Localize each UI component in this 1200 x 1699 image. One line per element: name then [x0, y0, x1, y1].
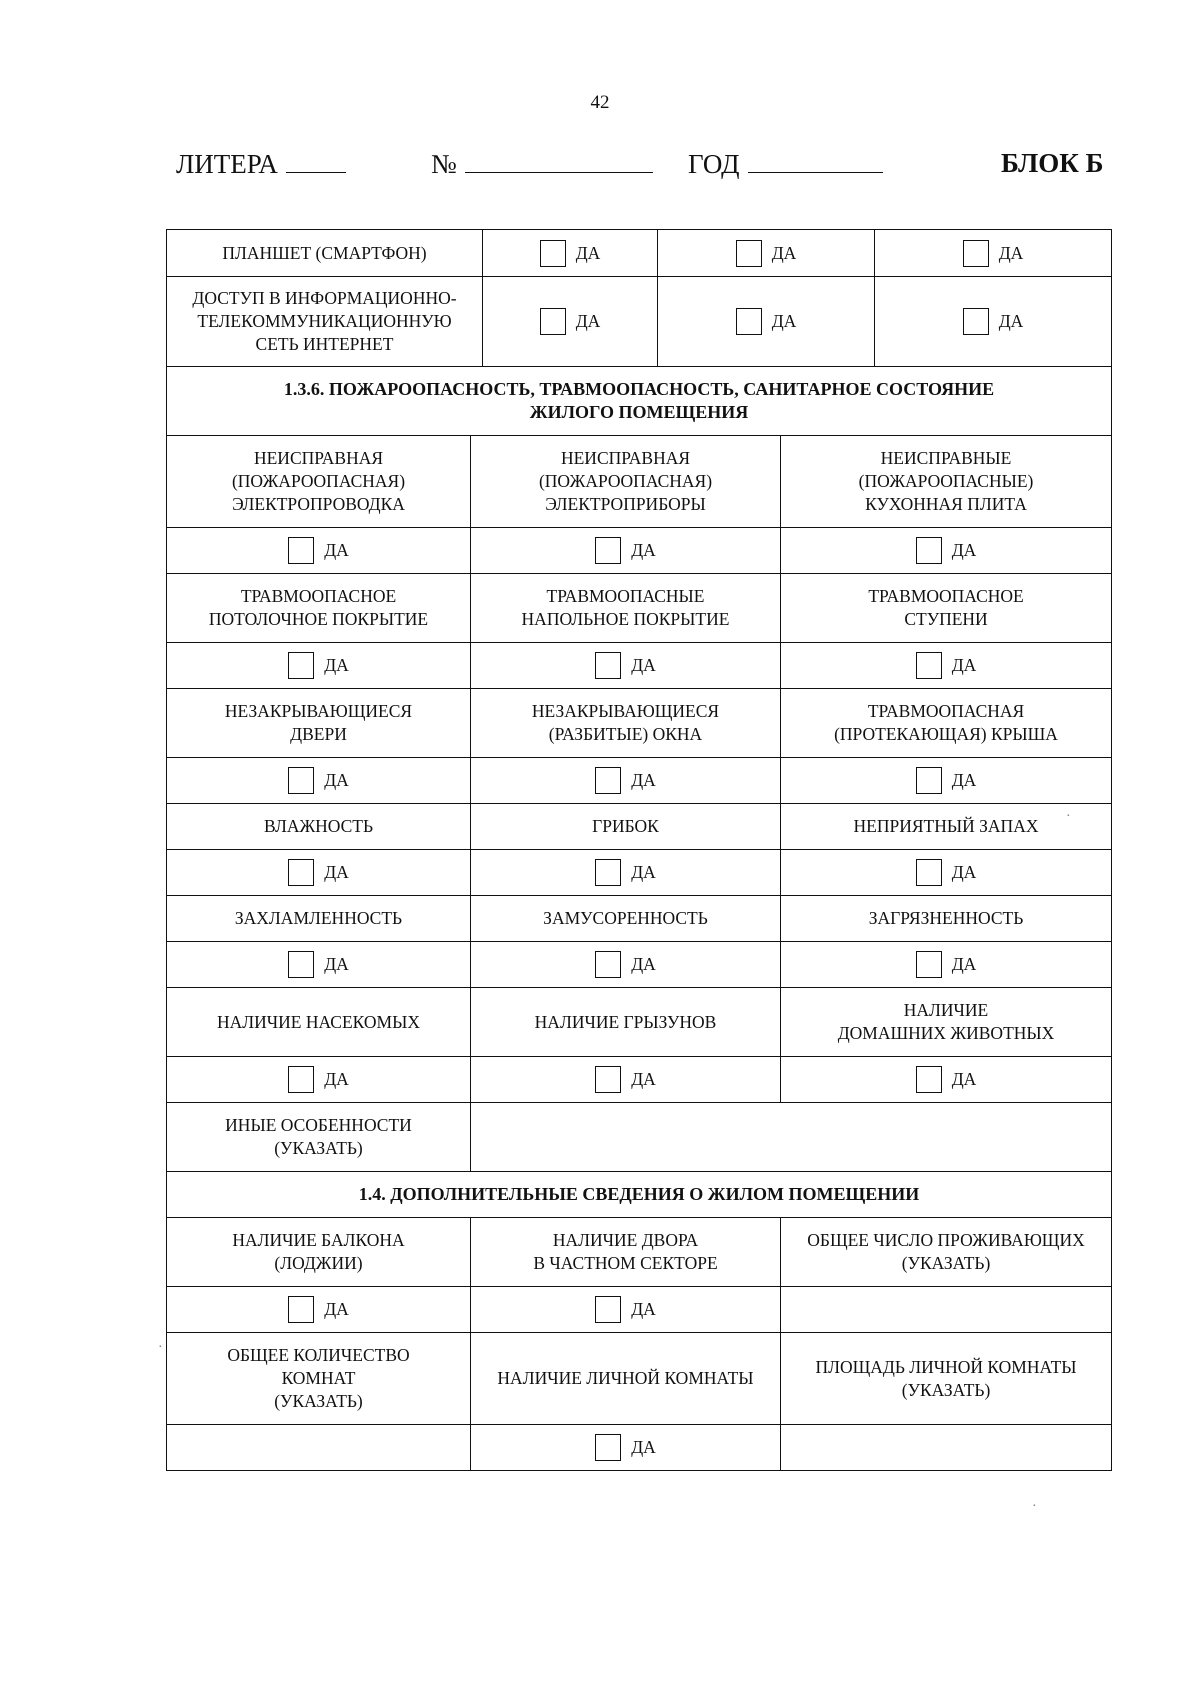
section-header-row — [167, 1172, 1112, 1218]
checkbox[interactable] — [595, 1434, 621, 1461]
room-area-input[interactable] — [781, 1425, 1112, 1471]
checkbox[interactable] — [595, 537, 621, 564]
yes-cell[interactable]: ДА — [471, 643, 781, 689]
section-title-1-4: 1.4. ДОПОЛНИТЕЛЬНЫЕ СВЕДЕНИЯ О ЖИЛОМ ПОМЕЩЕНИИ — [167, 1172, 1112, 1218]
checkbox-row — [167, 942, 1112, 988]
checkbox[interactable] — [736, 308, 762, 335]
checkbox[interactable] — [288, 859, 314, 886]
item-label: ГРИБОК — [471, 804, 781, 850]
scan-speck: · — [158, 1340, 163, 1355]
checkbox-row — [167, 850, 1112, 896]
tablet-yes-1[interactable]: ДА — [483, 230, 658, 277]
other-features-label: ИНЫЕ ОСОБЕННОСТИ (УКАЗАТЬ) — [167, 1103, 471, 1172]
item-label: НАЛИЧИЕ БАЛКОНА (ЛОДЖИИ) — [167, 1218, 471, 1287]
yes-cell[interactable]: ДА — [167, 643, 471, 689]
other-features-input[interactable] — [471, 1103, 1112, 1172]
checkbox[interactable] — [288, 767, 314, 794]
checkbox[interactable] — [595, 951, 621, 978]
checkbox[interactable] — [595, 652, 621, 679]
item-label: НЕЗАКРЫВАЮЩИЕСЯ (РАЗБИТЫЕ) ОКНА — [471, 689, 781, 758]
checkbox-row — [167, 758, 1112, 804]
scan-speck: · — [1032, 1499, 1037, 1514]
checkbox[interactable] — [916, 1066, 942, 1093]
form-header — [0, 148, 1200, 188]
checkbox-row — [167, 528, 1112, 574]
number-blank[interactable] — [465, 148, 653, 173]
item-label: ЗАХЛАМЛЕННОСТЬ — [167, 896, 471, 942]
yes-cell[interactable]: ДА — [781, 528, 1112, 574]
item-label: НЕПРИЯТНЫЙ ЗАПАХ — [781, 804, 1112, 850]
litera-blank[interactable] — [286, 148, 346, 173]
tablet-yes-2[interactable]: ДА — [658, 230, 875, 277]
checkbox[interactable] — [540, 240, 566, 267]
checkbox[interactable] — [288, 1066, 314, 1093]
year-field[interactable] — [688, 148, 883, 180]
table-row — [167, 574, 1112, 643]
table-row — [167, 1333, 1112, 1425]
checkbox[interactable] — [916, 859, 942, 886]
item-label: НЕЗАКРЫВАЮЩИЕСЯ ДВЕРИ — [167, 689, 471, 758]
item-label: ОБЩЕЕ ЧИСЛО ПРОЖИВАЮЩИХ (УКАЗАТЬ) — [781, 1218, 1112, 1287]
yes-cell[interactable]: ДА — [781, 850, 1112, 896]
yes-cell[interactable]: ДА — [167, 758, 471, 804]
yes-cell[interactable]: ДА — [471, 758, 781, 804]
checkbox[interactable] — [595, 767, 621, 794]
item-label: НЕИСПРАВНАЯ (ПОЖАРООПАСНАЯ) ЭЛЕКТРОПРОВОДКА — [167, 436, 471, 528]
checkbox[interactable] — [595, 1296, 621, 1323]
item-label: ЗАМУСОРЕННОСТЬ — [471, 896, 781, 942]
yes-cell[interactable]: ДА — [167, 528, 471, 574]
housing-table — [166, 366, 1112, 1471]
item-label: ВЛАЖНОСТЬ — [167, 804, 471, 850]
year-blank[interactable] — [748, 148, 883, 173]
yes-cell[interactable]: ДА — [471, 850, 781, 896]
table-row — [167, 436, 1112, 528]
checkbox[interactable] — [916, 767, 942, 794]
section-header-row — [167, 367, 1112, 436]
table-row — [167, 1218, 1112, 1287]
checkbox[interactable] — [963, 308, 989, 335]
yes-cell[interactable]: ДА — [167, 1287, 471, 1333]
checkbox[interactable] — [288, 537, 314, 564]
checkbox[interactable] — [288, 951, 314, 978]
checkbox-row — [167, 1287, 1112, 1333]
checkbox[interactable] — [916, 537, 942, 564]
item-label: НАЛИЧИЕ ДОМАШНИХ ЖИВОТНЫХ — [781, 988, 1112, 1057]
item-label: ПЛОЩАДЬ ЛИЧНОЙ КОМНАТЫ (УКАЗАТЬ) — [781, 1333, 1112, 1425]
item-label: НЕИСПРАВНАЯ (ПОЖАРООПАСНАЯ) ЭЛЕКТРОПРИБОРЫ — [471, 436, 781, 528]
yes-cell[interactable]: ДА — [167, 1057, 471, 1103]
checkbox[interactable] — [540, 308, 566, 335]
residents-count-input[interactable] — [781, 1287, 1112, 1333]
block-label: БЛОК Б — [1001, 148, 1104, 178]
litera-label: ЛИТЕРА — [176, 149, 278, 179]
yes-cell[interactable]: ДА — [167, 850, 471, 896]
yes-cell[interactable]: ДА — [781, 1057, 1112, 1103]
table-row — [167, 804, 1112, 850]
table-row — [167, 277, 1112, 367]
table-row — [167, 689, 1112, 758]
litera-field[interactable] — [176, 148, 346, 180]
yes-cell[interactable]: ДА — [781, 758, 1112, 804]
item-label: НАЛИЧИЕ ДВОРА В ЧАСТНОМ СЕКТОРЕ — [471, 1218, 781, 1287]
item-label: НАЛИЧИЕ ГРЫЗУНОВ — [471, 988, 781, 1057]
checkbox[interactable] — [963, 240, 989, 267]
number-field[interactable] — [431, 148, 653, 180]
internet-yes-1[interactable]: ДА — [483, 277, 658, 367]
checkbox[interactable] — [736, 240, 762, 267]
item-label: НАЛИЧИЕ ЛИЧНОЙ КОМНАТЫ — [471, 1333, 781, 1425]
item-label: ТРАВМООПАСНАЯ (ПРОТЕКАЮЩАЯ) КРЫША — [781, 689, 1112, 758]
internet-yes-3[interactable]: ДА — [875, 277, 1112, 367]
item-label: ЗАГРЯЗНЕННОСТЬ — [781, 896, 1112, 942]
item-label: ТРАВМООПАСНЫЕ НАПОЛЬНОЕ ПОКРЫТИЕ — [471, 574, 781, 643]
yes-cell[interactable]: ДА — [167, 942, 471, 988]
yes-cell[interactable]: ДА — [471, 942, 781, 988]
section-title-1-3-6: 1.3.6. ПОЖАРООПАСНОСТЬ, ТРАВМООПАСНОСТЬ, САНИТАРНОЕ СОСТОЯНИЕ ЖИЛОГО ПОМЕЩЕНИЯ — [167, 367, 1112, 436]
devices-table — [166, 229, 1112, 367]
checkbox[interactable] — [595, 859, 621, 886]
checkbox[interactable] — [916, 951, 942, 978]
table-row — [167, 988, 1112, 1057]
checkbox-row — [167, 1425, 1112, 1471]
yes-cell[interactable]: ДА — [781, 942, 1112, 988]
item-label: ТРАВМООПАСНОЕ СТУПЕНИ — [781, 574, 1112, 643]
tablet-label: ПЛАНШЕТ (СМАРТФОН) — [167, 230, 483, 277]
tablet-yes-3[interactable]: ДА — [875, 230, 1112, 277]
scan-speck: · — [1066, 809, 1071, 824]
number-label: № — [431, 149, 457, 179]
checkbox[interactable] — [288, 1296, 314, 1323]
yes-cell[interactable]: ДА — [471, 1425, 781, 1471]
item-label: ОБЩЕЕ КОЛИЧЕСТВО КОМНАТ (УКАЗАТЬ) — [167, 1333, 471, 1425]
item-label: НАЛИЧИЕ НАСЕКОМЫХ — [167, 988, 471, 1057]
table-row — [167, 896, 1112, 942]
table-row — [167, 1103, 1112, 1172]
checkbox[interactable] — [916, 652, 942, 679]
checkbox-row — [167, 1057, 1112, 1103]
yes-cell[interactable]: ДА — [471, 528, 781, 574]
year-label: ГОД — [688, 149, 740, 179]
item-label: ТРАВМООПАСНОЕ ПОТОЛОЧНОЕ ПОКРЫТИЕ — [167, 574, 471, 643]
item-label: НЕИСПРАВНЫЕ (ПОЖАРООПАСНЫЕ) КУХОННАЯ ПЛИТА — [781, 436, 1112, 528]
table-row — [167, 230, 1112, 277]
checkbox-row — [167, 643, 1112, 689]
internet-label: ДОСТУП В ИНФОРМАЦИОННО- ТЕЛЕКОММУНИКАЦИОННУЮ СЕТЬ ИНТЕРНЕТ — [167, 277, 483, 367]
checkbox[interactable] — [595, 1066, 621, 1093]
yes-cell[interactable]: ДА — [471, 1287, 781, 1333]
internet-yes-2[interactable]: ДА — [658, 277, 875, 367]
yes-cell[interactable]: ДА — [781, 643, 1112, 689]
yes-cell[interactable]: ДА — [471, 1057, 781, 1103]
page-number: 42 — [590, 92, 610, 113]
rooms-count-input[interactable] — [167, 1425, 471, 1471]
checkbox[interactable] — [288, 652, 314, 679]
